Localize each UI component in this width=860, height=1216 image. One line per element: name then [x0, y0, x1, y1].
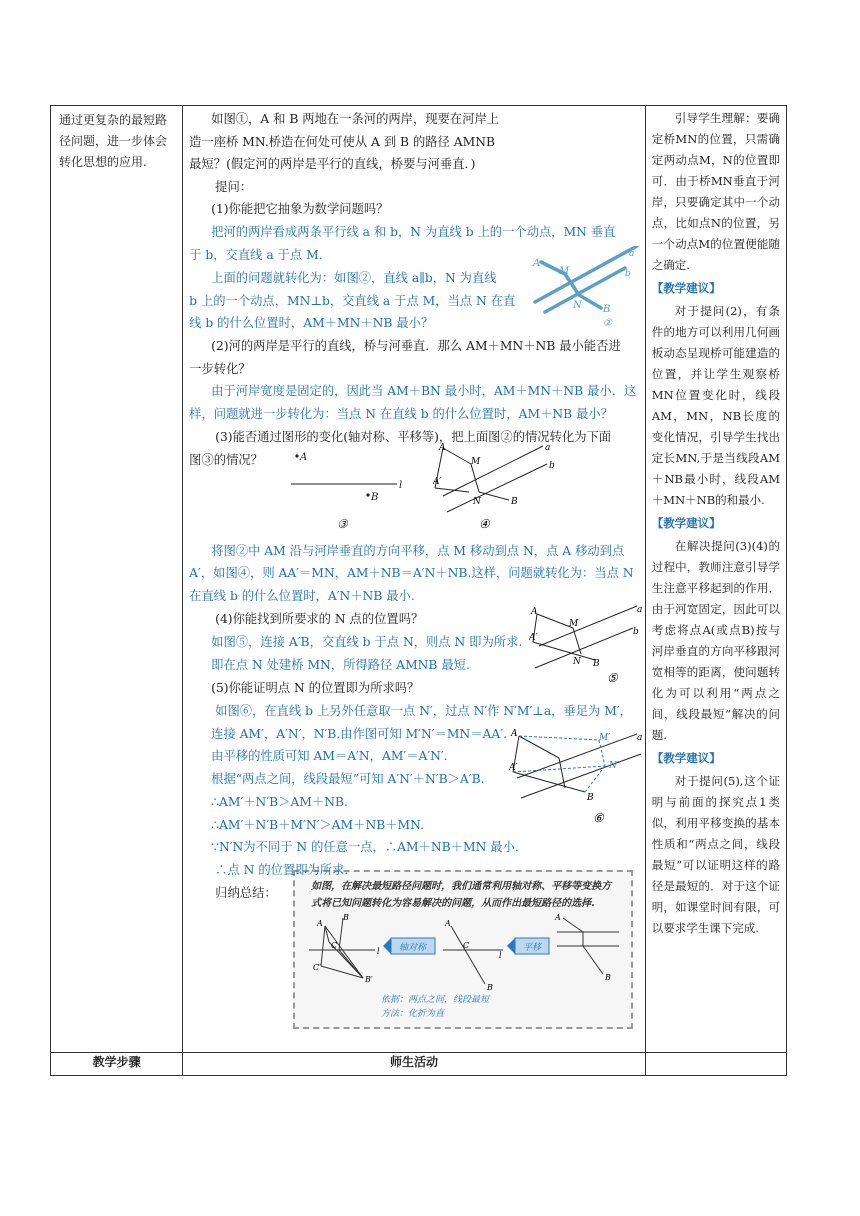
activity-line: 提问： — [215, 180, 253, 194]
activity-line: 一步转化？ — [189, 362, 251, 376]
footer-empty — [645, 1053, 786, 1076]
activity-line: ∴点 N 的位置即为所求. — [215, 863, 349, 877]
svg-text:M: M — [471, 457, 481, 467]
svg-text:b: b — [625, 269, 631, 279]
activity-line: 把河的两岸看成两条平行线 a 和 b，N 为直线 b 上的一个动点，MN 垂直 — [211, 225, 616, 239]
svg-text:M: M — [559, 266, 570, 277]
summary-diagram — [303, 912, 623, 1022]
svg-text:l: l — [377, 947, 380, 956]
svg-text:a: a — [637, 605, 643, 615]
svg-text:a: a — [629, 249, 635, 259]
activity-content — [183, 106, 645, 1052]
summary-box — [293, 870, 633, 1029]
activity-line: 线 b 的什么位置时，AM＋MN＋NB 最小？ — [189, 316, 434, 330]
activity-line: ∴AM′＋N′B＞AM＋NB. — [211, 795, 348, 809]
activity-line: 连接 AM′，A′N′，N′B.由作图可知 M′N′＝MN＝AA′. — [211, 727, 507, 741]
svg-text:N: N — [573, 657, 582, 667]
activity-line: 于 b，交直线 a 于点 M. — [189, 248, 323, 262]
activity-line: 如图①，A 和 B 两地在一条河的两岸，现要在河岸上 — [211, 112, 500, 126]
activity-line: (4)你能找到所要求的 N 点的位置吗？ — [215, 612, 424, 626]
activity-line: 如图⑥，在直线 b 上另外任意取一点 N′，过点 N′作 N′M′⊥a，垂足为 M′， — [215, 704, 632, 718]
figure-6 — [509, 728, 643, 828]
activity-line: A′，如图④，则 AA′＝MN，AM＋NB＝A′N＋NB.这样，问题就转化为：当点 N — [189, 566, 634, 580]
activity-line: 将图②中 AM 沿与河岸垂直的方向平移，点 M 移动到点 N，点 A 移动到点 — [211, 544, 625, 558]
svg-text:A: A — [317, 919, 323, 928]
activity-line: (2)河的两岸是平行的直线，桥与河垂直．那么 AM＋MN＋NB 最小能否进 — [211, 339, 621, 353]
summary-method: 方法：化折为直 — [381, 1009, 445, 1019]
figure-2 — [525, 246, 640, 328]
lesson-page — [50, 105, 787, 1074]
activity-line: 样，问题就进一步转化为：当点 N 在直线 b 的什么位置时，AM＋NB 最小？ — [189, 407, 613, 421]
activity-line: 在直线 b 的什么位置时，A′N＋NB 最小. — [189, 589, 415, 603]
figure-3-label: ③ — [337, 517, 348, 531]
svg-text:l: l — [399, 480, 403, 491]
svg-text:B: B — [487, 983, 494, 992]
svg-text:B: B — [371, 492, 379, 503]
activity-line: 造一座桥 MN.桥造在何处可使从 A 到 B 的路径 AMNB — [189, 135, 496, 149]
activity-line: 上面的问题就转化为：如图②，直线 a∥b，N 为直线 — [211, 271, 497, 285]
svg-text:B: B — [603, 304, 611, 315]
figure-5 — [529, 602, 644, 688]
svg-text:C′: C′ — [313, 963, 322, 972]
footer-steps: 教学步骤 — [51, 1053, 183, 1076]
svg-text:b: b — [633, 627, 639, 637]
summary-arrow-1: 轴对称 — [399, 943, 427, 953]
guidance-tag-3: 【教学建议】 — [651, 751, 721, 765]
figure-5-label: ⑤ — [607, 671, 618, 685]
svg-text:N: N — [573, 300, 582, 311]
activity-line: 由平移的性质可知 AM＝A′N，AM′＝A′N′. — [211, 749, 448, 763]
guidance-p4: 对于提问(5),这个证明与前面的探究点1类似，利用平移变换的基本性质和“两点之间，线段最短”可以证明这样的路径是最短的．对于这个证明，如课堂时间有限，可以要求学生课下完成. — [651, 774, 780, 935]
svg-text:A′: A′ — [433, 477, 442, 487]
activity-line: (3)能否通过图形的变化(轴对称、平移等)，把上面图②的情况转化为下面 — [215, 430, 612, 444]
svg-text:A: A — [439, 443, 446, 453]
guidance-p2: 对于提问(2)，有条件的地方可以利用几何画板动态呈现桥可能建造的位置，并让学生观察桥MN位置变化时，线段AM，MN，NB长度的变化情况，引导学生找出定长MN,于是当线段AM＋NB最小时，线段AM＋MN＋NB的和最小. — [651, 304, 780, 507]
svg-text:A: A — [300, 452, 308, 463]
activity-line: 如图⑤，连接 A′B，交直线 b 于点 N，则点 N 即为所求. — [211, 635, 523, 649]
svg-text:M′: M′ — [599, 733, 611, 743]
figure-2-label: ② — [603, 318, 613, 328]
activity-cell — [183, 106, 646, 1053]
guidance-p3: 在解决提问(3)(4)的过程中，教师注意引导学生注意平移起到的作用．由于河宽固定，因此可以考虑将点A(或点B)按与河岸垂直的方向平移跟河宽相等的距离，使问题转化为可以利用“两点之间，线段最短”解决的问题. — [651, 539, 780, 742]
guidance-cell — [645, 106, 786, 1053]
guidance-p1: 引导学生理解：要确定桥MN的位置，只需确定两动点M，N的位置即可．由于桥MN垂直于河岸，只要确定其中一个动点，比如点N的位置，另一个动点M的位置便能随之确定. — [651, 111, 780, 272]
activity-line: ∵N′N为不同于 N 的任意一点，∴AM＋NB＋MN 最小. — [211, 840, 519, 854]
svg-text:B′: B′ — [365, 975, 373, 984]
footer-row — [51, 1053, 787, 1076]
activity-line: (5)你能证明点 N 的位置即为所求吗？ — [211, 681, 420, 695]
figure-3 — [285, 448, 410, 538]
svg-text:B: B — [587, 793, 594, 803]
activity-line: b 上的一个动点，MN⊥b，交直线 a 于点 M，当点 N 在直 — [189, 294, 516, 308]
svg-text:l: l — [499, 951, 502, 960]
svg-text:N: N — [473, 497, 482, 507]
figure-6-label: ⑥ — [593, 811, 604, 825]
summary-arrow-2: 平移 — [523, 943, 542, 953]
svg-text:a: a — [637, 733, 643, 743]
activity-line: 最短？(假定河的两岸是平行的直线，桥要与河垂直．) — [189, 157, 476, 171]
svg-text:M: M — [569, 619, 579, 629]
activity-line: 由于河岸宽度是固定的，因此当 AM＋BN 最小时，AM＋MN＋NB 最小．这 — [211, 384, 637, 398]
guidance-tag-1: 【教学建议】 — [651, 281, 721, 295]
goal-cell: 通过更复杂的最短路径问题，进一步体会转化思想的应用. — [51, 106, 183, 1053]
svg-text:A: A — [511, 729, 518, 739]
activity-line: 归纳总结： — [215, 886, 277, 900]
svg-text:B: B — [343, 913, 350, 922]
svg-text:C: C — [331, 941, 338, 950]
svg-text:A: A — [445, 919, 451, 928]
figure-4-label: ④ — [479, 517, 490, 531]
svg-text:A′: A′ — [529, 633, 538, 643]
activity-line: 即在点 N 处建桥 MN，所得路径 AMNB 最短. — [211, 658, 470, 672]
svg-text:A: A — [531, 607, 538, 617]
activity-line: 图③的情况？ — [189, 453, 263, 467]
summary-intro: 如图，在解决最短路径问题时，我们通常利用轴对称、平移等变换方式将已知问题转化为容易解决的问题，从而作出最短路径的选择. — [311, 881, 612, 909]
activity-line: (1)你能把它抽象为数学问题吗？ — [211, 202, 389, 216]
guidance-tag-2: 【教学建议】 — [651, 516, 721, 530]
svg-text:B: B — [511, 497, 518, 507]
figure-4 — [433, 442, 563, 534]
svg-text:B: B — [605, 973, 612, 982]
svg-text:N′: N′ — [609, 761, 620, 771]
svg-text:C: C — [463, 941, 470, 950]
svg-text:A′: A′ — [509, 763, 518, 773]
activity-line: 根据“两点之间，线段最短”可知 A′N′＋N′B＞A′B. — [211, 772, 485, 786]
activity-line: ∴AM′＋N′B＋M′N′＞AM＋NB＋MN. — [211, 818, 425, 832]
svg-text:b: b — [549, 461, 555, 471]
lesson-table — [50, 105, 787, 1076]
svg-text:a: a — [545, 443, 551, 453]
footer-activity: 师生活动 — [183, 1053, 646, 1076]
svg-text:A: A — [555, 913, 561, 922]
summary-basis: 依据：两点之间，线段最短 — [381, 995, 490, 1005]
content-row — [51, 106, 787, 1053]
svg-text:B: B — [593, 659, 600, 669]
svg-text:A: A — [533, 258, 541, 269]
